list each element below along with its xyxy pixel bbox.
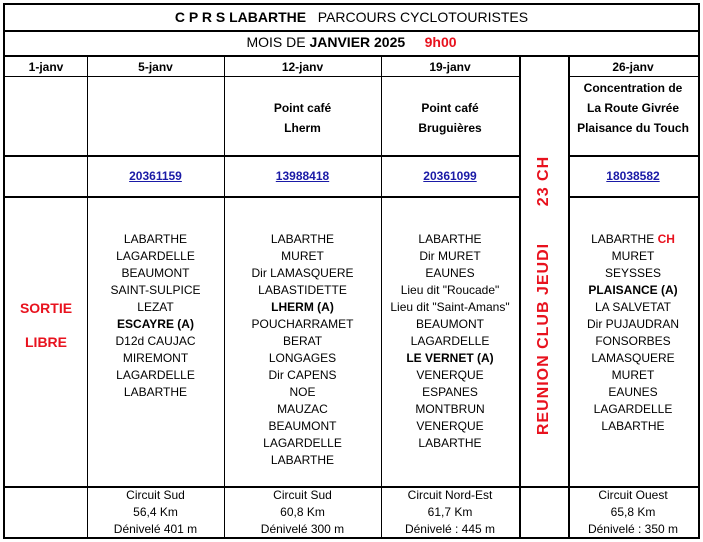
route-stop-name: LAGARDELLE	[410, 334, 490, 348]
route-stop	[224, 350, 381, 367]
route-stop-name: Lieu dit "Saint-Amans"	[390, 300, 510, 314]
route-stop-name: LAMASQUERE	[591, 351, 675, 365]
route-stop-name: MIREMONT	[122, 351, 189, 365]
info-line: Plaisance du Touch	[577, 121, 689, 135]
route-stop	[568, 282, 698, 299]
route-code-cell	[87, 168, 224, 185]
info-line: Point café	[273, 101, 332, 115]
route-stop-name: EAUNES	[425, 266, 475, 280]
route-stop-name: Lieu dit "Roucade"	[400, 283, 500, 297]
route-stop	[87, 265, 224, 282]
route-stop	[224, 282, 381, 299]
route-stop	[381, 384, 519, 401]
route-list	[381, 231, 519, 452]
divider-line	[568, 76, 698, 77]
route-stop-name: ESCAYRE (A)	[117, 317, 194, 331]
route-code-cell	[381, 168, 519, 185]
route-stop-name: EAUNES	[608, 385, 658, 399]
route-stop-name: BEAUMONT	[268, 419, 337, 433]
route-stop-note: CH	[657, 232, 675, 246]
route-stop-name: FONSORBES	[595, 334, 671, 348]
route-list	[87, 231, 224, 401]
route-stop-name: D12d CAUJAC	[115, 334, 196, 348]
route-stop-name: BEAUMONT	[415, 317, 484, 331]
month-subtitle: MOIS DE JANVIER 2025 9h00	[246, 34, 457, 50]
route-stop-name: Dir LAMASQUERE	[251, 266, 354, 280]
route-code-link[interactable]: 18038582	[606, 169, 660, 183]
route-stop-name: MONTBRUN	[415, 402, 485, 416]
route-code-cell	[568, 168, 698, 185]
circuit-detail: Circuit Sud	[126, 488, 185, 502]
circuit-detail: Dénivelé : 350 m	[587, 522, 679, 536]
route-stop-name: LABARTHE	[418, 232, 482, 246]
route-stop	[87, 299, 224, 316]
route-stop-name: LA SALVETAT	[594, 300, 672, 314]
route-stop	[568, 299, 698, 316]
free-ride-line: SORTIE	[19, 300, 73, 316]
route-stop-name: Dir CAPENS	[268, 368, 337, 382]
route-stop-name: LABARTHE	[270, 453, 335, 467]
column-info	[381, 98, 519, 138]
route-stop	[568, 333, 698, 350]
column-date: 26-janv	[612, 60, 654, 74]
route-stop	[87, 350, 224, 367]
route-stop-name: VENERQUE	[416, 368, 484, 382]
circuit-detail: Dénivelé 401 m	[113, 522, 198, 536]
route-stop-name: LAGARDELLE	[263, 436, 342, 450]
route-stop	[568, 265, 698, 282]
info-line: Bruguières	[418, 121, 482, 135]
page-title: C P R S LABARTHE PARCOURS CYCLOTOURISTES	[174, 9, 529, 25]
route-stop	[224, 452, 381, 469]
route-stop	[224, 435, 381, 452]
circuit-detail: Circuit Nord-Est	[407, 488, 493, 502]
route-stop-name: MURET	[611, 249, 655, 263]
route-stop	[381, 435, 519, 452]
route-stop	[568, 384, 698, 401]
route-code-cell	[224, 168, 381, 185]
route-stop-name: POUCHARRAMET	[251, 317, 354, 331]
circuit-detail: 60,8 Km	[280, 505, 325, 519]
route-stop	[381, 282, 519, 299]
circuit-summary	[381, 487, 519, 538]
route-stop-name: LHERM (A)	[271, 300, 334, 314]
route-stop-name: LAGARDELLE	[116, 368, 195, 382]
route-stop	[224, 265, 381, 282]
route-stop	[224, 248, 381, 265]
circuit-summary	[224, 487, 381, 538]
route-stop	[224, 418, 381, 435]
route-stop	[87, 367, 224, 384]
route-stop	[224, 384, 381, 401]
route-list	[568, 231, 698, 435]
route-stop-name: LABARTHE	[601, 419, 665, 433]
route-stop-name: BERAT	[282, 334, 323, 348]
route-stop	[568, 401, 698, 418]
route-stop-name: LABARTHE	[123, 232, 188, 246]
info-line: Concentration de	[583, 81, 683, 95]
route-stop-name: LABASTIDETTE	[258, 283, 347, 297]
info-line: Point café	[421, 101, 479, 115]
route-stop-name: LABARTHE	[418, 436, 482, 450]
route-stop-name: BEAUMONT	[121, 266, 190, 280]
divider-line	[5, 196, 519, 198]
route-stop	[87, 384, 224, 401]
circuit-detail: Dénivelé 300 m	[260, 522, 345, 536]
circuit-detail: Circuit Ouest	[598, 488, 668, 502]
info-line: La Route Givrée	[586, 101, 680, 115]
divider-line	[568, 155, 698, 157]
route-stop	[381, 350, 519, 367]
circuit-detail: Dénivelé : 445 m	[404, 522, 496, 536]
free-ride-line: LIBRE	[25, 334, 67, 350]
column-date: 12-janv	[281, 60, 324, 74]
route-stop-name: ESPANES	[422, 385, 478, 399]
route-stop-name: LONGAGES	[268, 351, 337, 365]
route-stop	[568, 418, 698, 435]
circuit-detail: 65,8 Km	[610, 505, 656, 519]
route-stop	[568, 367, 698, 384]
route-stop-name: LABARTHE	[123, 385, 188, 399]
divider-line	[5, 30, 698, 32]
column-info	[224, 98, 381, 138]
route-stop-name: PLAISANCE (A)	[588, 283, 678, 297]
route-stop-name: LABARTHE	[591, 232, 658, 246]
circuit-detail: 61,7 Km	[427, 505, 473, 519]
route-stop	[87, 248, 224, 265]
route-stop	[87, 282, 224, 299]
route-stop	[224, 231, 381, 248]
route-stop-name: LE VERNET (A)	[406, 351, 494, 365]
route-stop-name: MURET	[281, 249, 324, 263]
route-stop	[568, 350, 698, 367]
column-date: 19-janv	[429, 60, 471, 74]
route-stop	[381, 265, 519, 282]
route-stop-name: LAGARDELLE	[593, 402, 673, 416]
route-stop	[381, 418, 519, 435]
circuit-detail: Circuit Sud	[273, 488, 332, 502]
route-code-link[interactable]: 20361159	[129, 169, 182, 183]
route-stop	[568, 231, 698, 248]
info-line: Lherm	[284, 121, 321, 135]
route-list	[224, 231, 381, 469]
route-stop	[224, 367, 381, 384]
route-stop	[224, 316, 381, 333]
column-date: 5-janv	[138, 60, 173, 74]
route-stop-name: MURET	[611, 368, 655, 382]
vertical-note-bottom: REUNION CLUB JEUDI	[534, 242, 552, 436]
route-stop	[381, 367, 519, 384]
route-stop	[87, 333, 224, 350]
route-stop	[381, 299, 519, 316]
route-stop	[381, 248, 519, 265]
divider-line	[5, 55, 698, 57]
route-stop	[381, 333, 519, 350]
divider-line	[5, 155, 519, 157]
route-stop	[381, 316, 519, 333]
route-stop	[87, 231, 224, 248]
route-stop	[87, 316, 224, 333]
free-ride-label	[5, 298, 87, 366]
column-info	[568, 78, 698, 138]
circuit-detail: 56,4 Km	[133, 505, 178, 519]
divider-line	[5, 76, 519, 77]
route-stop-name: NOE	[289, 385, 316, 399]
route-stop	[568, 316, 698, 333]
column-divider	[519, 55, 521, 539]
route-stop-name: SEYSSES	[604, 266, 662, 280]
route-stop-name: Dir MURET	[419, 249, 481, 263]
column-date: 1-janv	[28, 60, 64, 74]
route-stop-name: LEZAT	[137, 300, 174, 314]
route-stop	[224, 401, 381, 418]
route-stop-name: VENERQUE	[416, 419, 484, 433]
route-stop-name: Dir PUJAUDRAN	[586, 317, 679, 331]
route-code-link[interactable]: 13988418	[275, 169, 330, 183]
circuit-summary	[87, 487, 224, 538]
vertical-note-top: 23 CH	[534, 155, 552, 207]
route-stop	[568, 248, 698, 265]
route-stop	[224, 333, 381, 350]
route-stop	[381, 231, 519, 248]
route-code-link[interactable]: 20361099	[423, 169, 477, 183]
route-stop-name: LABARTHE	[270, 232, 335, 246]
circuit-summary	[568, 487, 698, 538]
route-stop	[381, 401, 519, 418]
route-stop	[224, 299, 381, 316]
route-stop-name: LAGARDELLE	[116, 249, 195, 263]
route-stop-name: MAUZAC	[277, 402, 328, 416]
route-stop-name: SAINT-SULPICE	[110, 283, 201, 297]
divider-line	[568, 196, 698, 198]
